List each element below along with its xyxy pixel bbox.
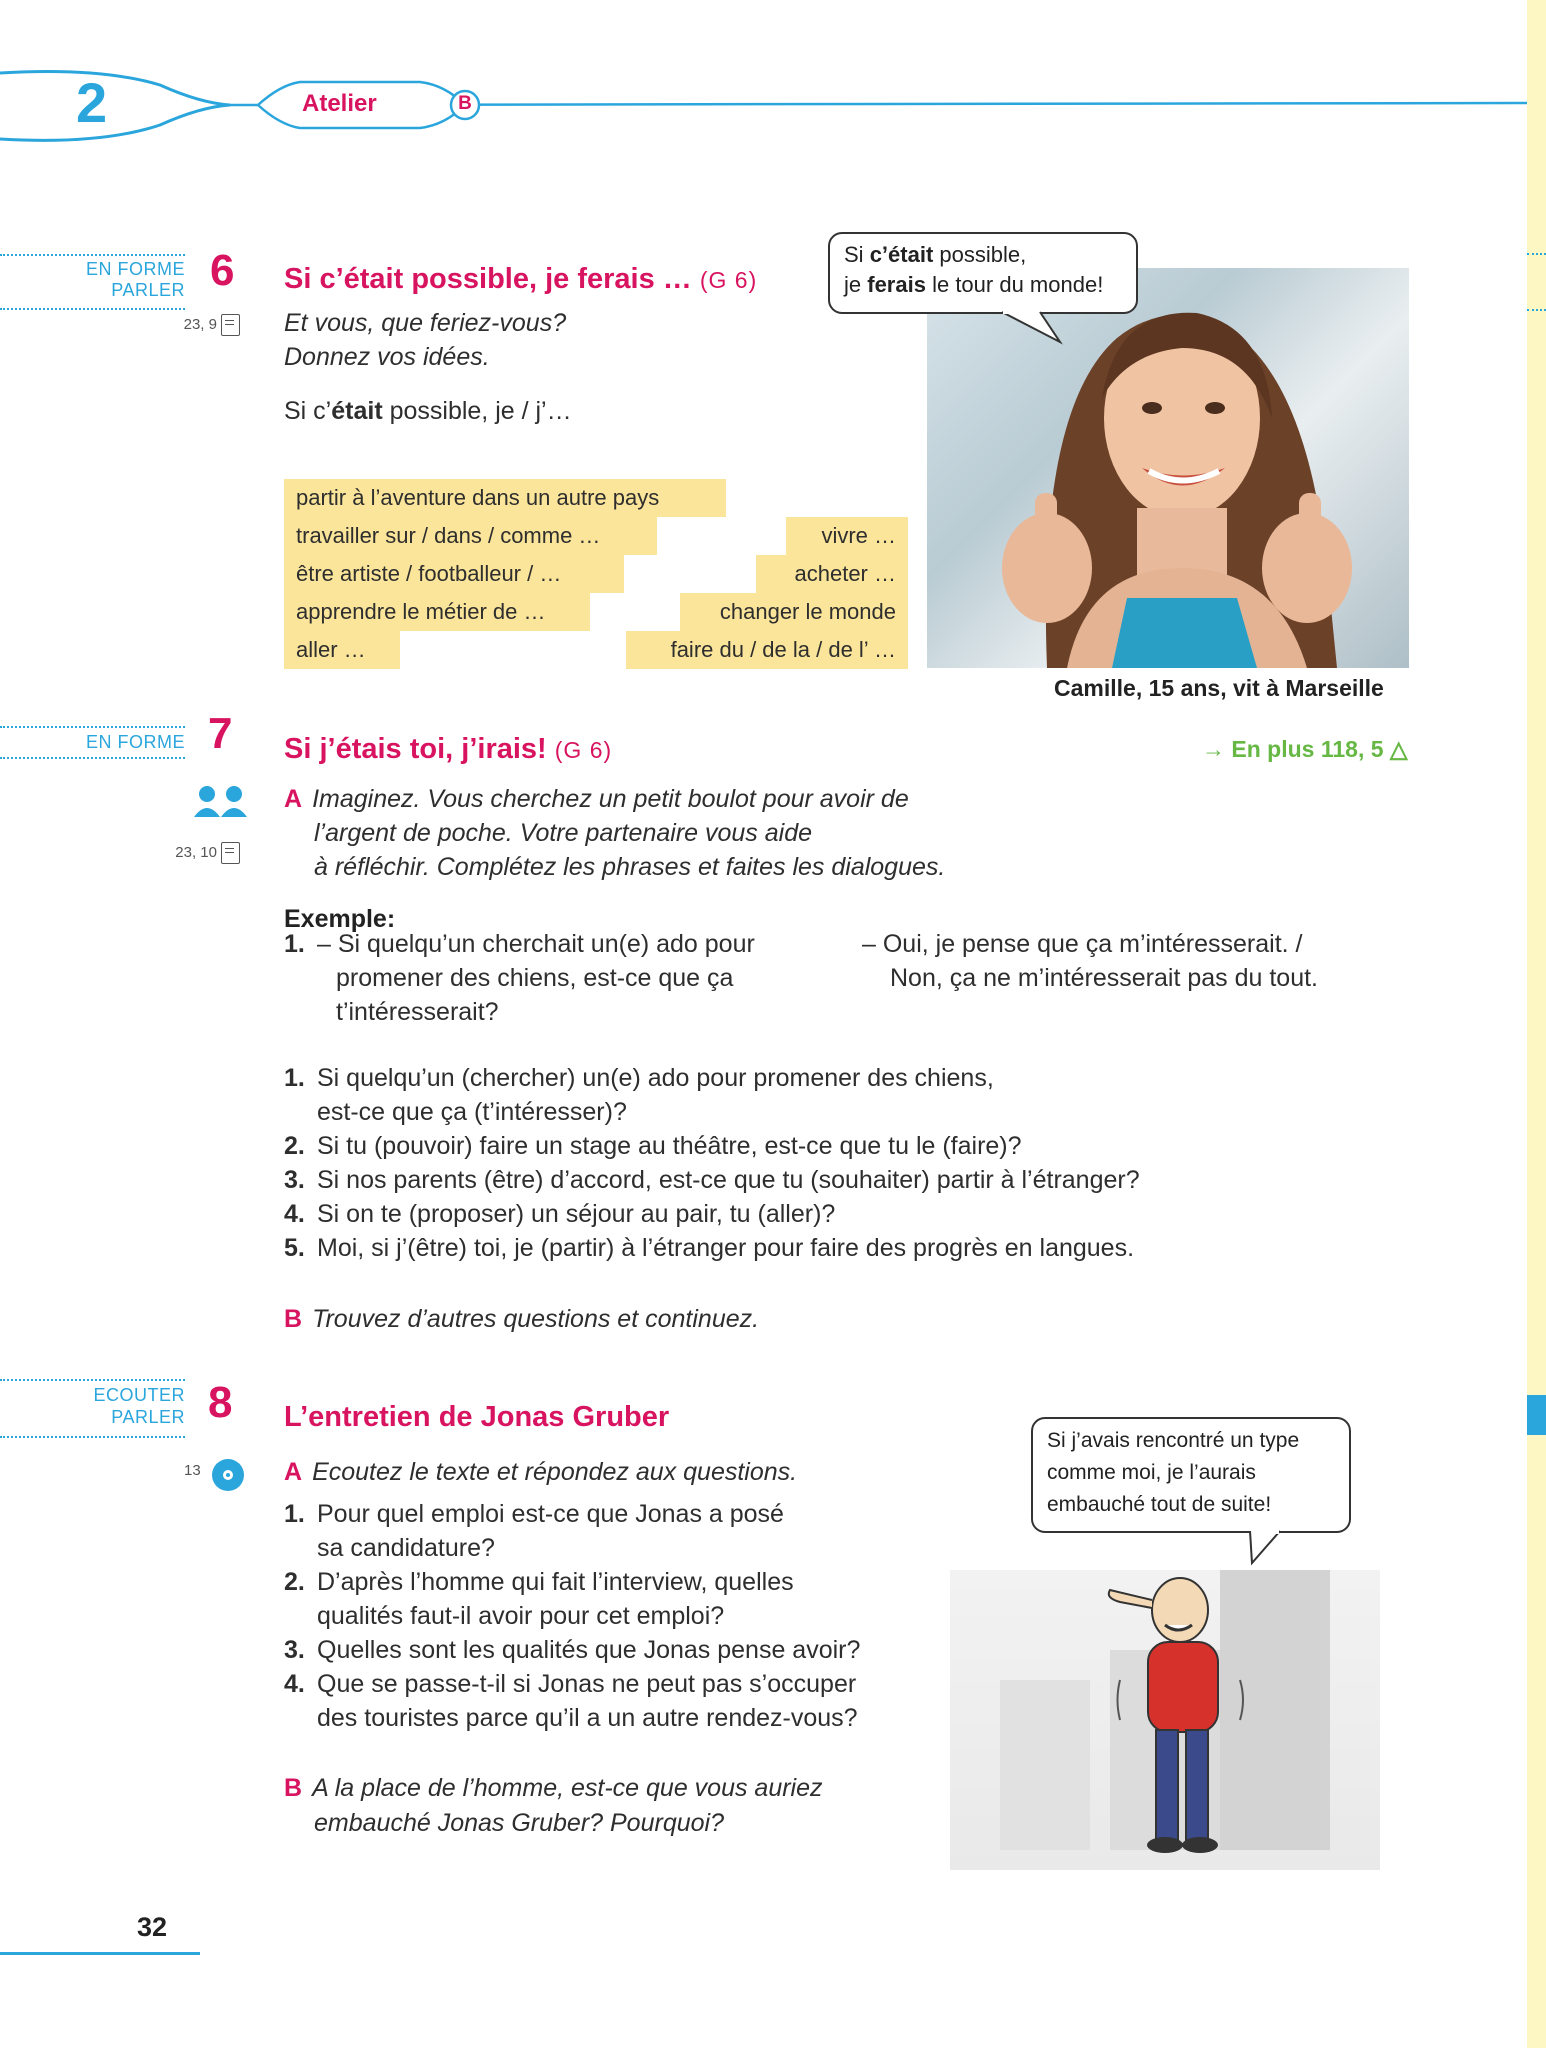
skill-tag: ECOUTER [93, 1385, 185, 1405]
workbook-icon [221, 842, 240, 864]
list-item: 5. Moi, si j’(être) toi, je (partir) à l’étranger pour faire des progrès en langues. [284, 1234, 1135, 1262]
audio-cd-icon[interactable] [210, 1457, 246, 1493]
chapter-tab-marker [1527, 1395, 1546, 1435]
speech-bubble: Si c’était possible, je ferais le tour du monde! [828, 232, 1138, 314]
instruction-b: B Trouvez d’autres questions et continuez. [284, 1305, 760, 1333]
idea-chip: acheter … [756, 555, 908, 593]
pair-work-icon [192, 783, 250, 819]
workbook-ref: 23, 10 [150, 842, 240, 864]
tag-line [0, 726, 185, 728]
cartoon-jonas [920, 1530, 1410, 1890]
idea-chip: changer le monde [680, 593, 908, 631]
margin-dots [1527, 309, 1546, 311]
tag-line [0, 1379, 185, 1381]
photo-caption: Camille, 15 ans, vit à Marseille [1054, 675, 1384, 701]
tag-line [0, 1436, 185, 1438]
idea-chip: faire du / de la / de l’ … [626, 631, 908, 669]
en-plus-reference: → En plus 118, 5 △ [1202, 736, 1408, 762]
exercise-number: 6 [210, 246, 235, 295]
skill-tag: EN FORME [85, 732, 185, 752]
instruction-b: embauché Jonas Gruber? Pourquoi? [314, 1809, 724, 1837]
list-item: 1. Si quelqu’un (chercher) un(e) ado pour promener des chiens, est-ce que ça (t’intéresser)? [284, 1064, 994, 1126]
idea-chip: partir à l’aventure dans un autre pays [284, 479, 726, 517]
skill-tag: PARLER [111, 1407, 185, 1427]
page-number: 32 [137, 1912, 168, 1942]
idea-chip: apprendre le métier de … [284, 593, 590, 631]
question-list [284, 1061, 1140, 1265]
instruction-a: à réfléchir. Complétez les phrases et faites les dialogues. [314, 853, 946, 881]
skill-tag: EN FORME [85, 259, 185, 279]
exercise-title: L’entretien de Jonas Gruber [284, 1401, 670, 1433]
sentence-stem: Si c’était possible, je / j’… [284, 397, 572, 425]
margin-band [1527, 0, 1546, 2048]
example-question: t’intéresserait? [336, 998, 499, 1026]
exercise-prompt: Et vous, que feriez-vous? [284, 309, 567, 337]
idea-chip: aller … [284, 631, 400, 669]
question-list [284, 1497, 860, 1735]
exercise-prompt: Donnez vos idées. [284, 343, 490, 371]
example-answer: – Oui, je pense que ça m’intéresserait. / [862, 930, 1303, 958]
list-item: 2. D’après l’homme qui fait l’interview, quelles qualités faut-il avoir pour cet emploi? [284, 1568, 794, 1630]
header-ribbon [0, 55, 1527, 155]
example-question: promener des chiens, est-ce que ça [336, 964, 734, 992]
list-item: 4. Que se passe-t-il si Jonas ne peut pas s’occuper des touristes parce qu’il a un autre rendez-vous? [284, 1670, 858, 1732]
instruction-a: A Imaginez. Vous cherchez un petit boulot pour avoir de [284, 785, 909, 813]
skill-tag: PARLER [111, 280, 185, 300]
speech-bubble: Si j’avais rencontré un type comme moi, je l’aurais embauché tout de suite! [1031, 1417, 1351, 1533]
exercise-number: 8 [208, 1378, 233, 1427]
example-question: – Si quelqu’un cherchait un(e) ado pour [317, 930, 755, 958]
exercise-title: Si c’était possible, je ferais … (G 6) [284, 263, 758, 295]
instruction-a: A Ecoutez le texte et répondez aux questions. [284, 1458, 798, 1486]
list-item: 3. Si nos parents (être) d’accord, est-ce que tu (souhaiter) partir à l’étranger? [284, 1166, 1140, 1194]
chapter-number: 2 [76, 71, 108, 134]
list-item: 4. Si on te (proposer) un séjour au pair, tu (aller)? [284, 1200, 836, 1228]
section-title: Atelier [302, 90, 377, 117]
tag-line [0, 757, 185, 759]
idea-chip: travailler sur / dans / comme … [284, 517, 657, 555]
audio-track-number: 13 [184, 1462, 201, 1479]
list-item: 2. Si tu (pouvoir) faire un stage au théâtre, est-ce que tu le (faire)? [284, 1132, 1022, 1160]
idea-chip: vivre … [786, 517, 908, 555]
exercise-title: Si j’étais toi, j’irais! (G 6) [284, 733, 613, 765]
tag-line [0, 308, 185, 310]
example-answer: Non, ça ne m’intéresserait pas du tout. [890, 964, 1319, 992]
tag-line [0, 254, 185, 256]
instruction-a: l’argent de poche. Votre partenaire vous aide [314, 819, 813, 847]
instruction-b: B A la place de l’homme, est-ce que vous auriez [284, 1774, 823, 1802]
workbook-icon [221, 314, 240, 336]
list-item: 1. Pour quel emploi est-ce que Jonas a posé sa candidature? [284, 1500, 784, 1562]
footer-rule [0, 1952, 200, 1955]
margin-dots [1527, 253, 1546, 255]
idea-chip: être artiste / footballeur / … [284, 555, 624, 593]
example-label: Exemple: [284, 905, 396, 933]
workbook-ref: 23, 9 [160, 314, 240, 336]
bubble-tail [1000, 310, 1070, 345]
exercise-number: 7 [208, 709, 233, 758]
bubble-tail [1240, 1530, 1300, 1566]
section-badge: B [458, 93, 472, 114]
list-item: 3. Quelles sont les qualités que Jonas pense avoir? [284, 1636, 861, 1664]
example-number: 1. [284, 930, 305, 958]
